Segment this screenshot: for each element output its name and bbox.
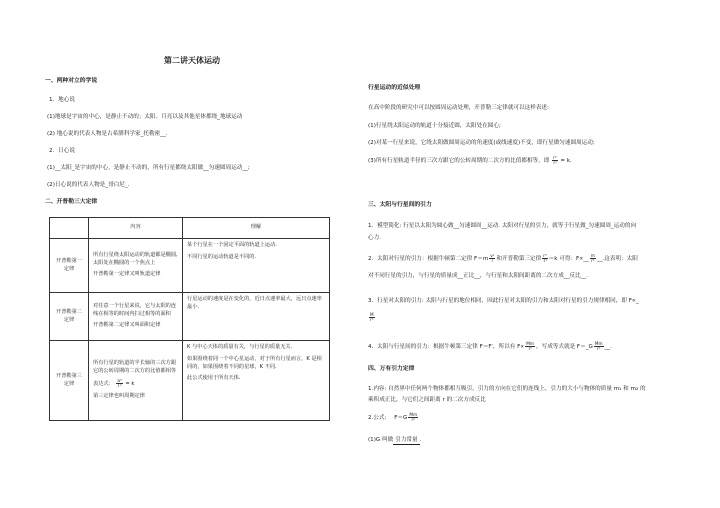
table-header-understand: 理解 [183, 218, 330, 239]
row-understanding [183, 341, 330, 421]
fraction-Mm-r2 [525, 342, 535, 351]
fraction-numerator: v² [490, 253, 495, 258]
text-planet-force-line1: 3．行星对太阳的引力: 太阳与行星的地位相同，因此行星对太阳的引力和太阳对行星的引力规律相同，即 F∝_ [368, 298, 639, 304]
fraction-numerator: Mm [409, 412, 418, 417]
text-g-constant-tail: . [419, 437, 422, 443]
fraction-numerator: M [370, 312, 374, 317]
fraction-denominator: r² [597, 346, 601, 352]
row-content-note: 开普勒第二定律又叫面积定律 [93, 321, 161, 328]
row-understanding-text: 如果围绕着同一个中心星运动，对于所有行星而言，K 是相同的，如果围绕着不同的星球，K 不同. [187, 355, 322, 370]
row-understanding-text: 某个行星在一个固定平面的轨道上运动. [187, 242, 277, 248]
text-law-formula [368, 413, 419, 422]
section-heading-approximation: 行星运动的近似处理 [368, 85, 421, 91]
text-law-content-line1: 1.内容: 自然界中任何两个物体都相互吸引，引力的方向在它们的连线上，引力的大小与物体的质量 m₁ 和 m₂ 的 [368, 386, 646, 392]
text-g-constant [368, 437, 421, 445]
table-header-content: 内容 [89, 218, 183, 239]
text-approx-2: (2)对某一行星来说，它绕太阳做圆周运动的角速度(或线速度)不变，即行星做匀速圆周运动; [368, 140, 595, 146]
text-approx-1: (1)行星绕太阳运动的轨道十分接近圆，太阳处在圆心; [368, 123, 501, 129]
row-content-note: 第三定律也叫周期定律 [93, 392, 145, 399]
section-heading-sun-planet-force: 三、太阳与行星间的引力 [368, 202, 432, 208]
fraction-m-r2 [590, 254, 596, 263]
row-content [89, 239, 183, 293]
text-sun-force-a: 2．太阳对行星的引力：根据牛顿第二定律 F＝m [368, 256, 489, 263]
text-heliocentric-2: (2)日心说的代表人物是_哥白尼_. [47, 182, 130, 188]
kepler-table [49, 217, 330, 421]
text-mutual-force [368, 342, 612, 351]
text-geocentric-1: (1)地球是宇宙的中心，是静止不动的；太阳、月亮以及其他星体都绕_地球运动 [47, 114, 243, 120]
fraction-numerator: r³ [553, 155, 557, 160]
fraction-denominator: T² [542, 258, 548, 264]
row-understanding-text: K 与中心天体的质量有关，与行星的质量无关. [187, 344, 293, 350]
formula-rhs: = k [125, 381, 135, 388]
fraction-numerator: r³ [543, 253, 547, 258]
text-law-formula-label: 2.公式: [368, 415, 387, 422]
row-content [89, 293, 183, 341]
fraction-denominator: r [491, 258, 494, 264]
row-content [89, 341, 183, 421]
fraction-G-Mm-r2 [594, 342, 604, 351]
text-heliocentric-1: (1)__太阳_是宇宙的中心，是静止不动的，所有行星都绕太阳做__匀速圆周运动__; [47, 165, 250, 171]
text-sun-force-line1 [368, 254, 638, 263]
fraction-v2-r [489, 254, 495, 263]
fraction-law-Mm-r2 [408, 413, 418, 422]
text-approx-3-tail: = k. [560, 158, 572, 165]
fraction-denominator: r² [591, 258, 595, 264]
row-understanding [183, 293, 330, 341]
row-name: 开普勒第二定律 [50, 293, 89, 341]
formula-label: 表达式： [93, 381, 114, 388]
table-row [50, 239, 330, 293]
section-heading-gravitation-law: 四、万有引力定律 [368, 366, 415, 372]
fraction-denominator: T² [552, 160, 557, 166]
row-understanding-text: 不同行星的运动轨道是不同的. [187, 253, 257, 260]
fraction-M-r2 [369, 313, 375, 322]
text-heliocentric-title: 2．日心说 [49, 148, 75, 154]
fraction-r3-t2 [542, 254, 547, 263]
text-mutual-force-c: __. [604, 344, 612, 351]
section-heading-kepler: 二、开普勒三大定律 [45, 199, 98, 205]
text-sun-force-d: __.这表明：太阳 [596, 256, 638, 263]
text-model-line1: 1．模型简化: 行星以太阳为圆心做__匀速圆周__运动. 太阳对行星的引力，就等于行星做_匀速圆周_运动的向 [368, 223, 637, 229]
row-understanding [183, 239, 330, 293]
approx-fraction [552, 156, 557, 165]
text-mutual-force-a: 4．太阳与行星间的引力：根据牛顿第三定律 F＝F′，所以有 F∝ [368, 344, 525, 351]
row-understanding-text: 此公式使用于所有天体. [187, 375, 241, 382]
row-name: 开普勒第三定律 [50, 341, 89, 421]
page-title: 第二讲天体运动 [164, 56, 220, 65]
answer-gravitational-constant: 引力常量 [395, 437, 418, 443]
formula-numerator: a³ [117, 377, 122, 383]
text-mutual-force-b: ，写成等式就是 F＝_G [536, 344, 593, 351]
table-row [50, 293, 330, 341]
text-planet-force-fraction [368, 313, 376, 322]
row-content-text: 所有行星绕太阳运动的轨道都是椭圆,太阳处在椭圆的一个焦点上 [93, 251, 178, 266]
table-header-row [50, 218, 330, 239]
fraction-numerator: Mm [526, 341, 534, 346]
kepler-third-formula [93, 379, 178, 389]
table-header-blank [50, 218, 89, 239]
fraction-numerator: m [590, 253, 595, 258]
text-approx-intro: 在高中阶段的研究中可以按圆周运动处理，开普勒三定律就可以这样表述: [368, 105, 549, 111]
row-content-note: 开普勒第一定律又叫轨道定律 [93, 271, 161, 278]
row-understanding-text: 行星运动的速度是在变化的，近日点速率最大，远日点速率最小. [187, 296, 322, 310]
text-law-formula-lhs: F＝G [394, 415, 408, 422]
text-model-line2: 心力. [368, 235, 381, 241]
formula-denominator: T² [117, 383, 122, 389]
text-sun-force-b: 和开普勒第三定律 [496, 256, 542, 263]
formula-fraction [116, 379, 122, 388]
fraction-denominator: r² [528, 346, 532, 352]
text-sun-force-line2: 对不同行星的引力，与行星的质量成__正比__，与行星和太阳间距离的二次方成__反比__. [368, 273, 588, 279]
row-name: 开普勒第一定律 [50, 239, 89, 293]
text-sun-force-c: ＝k 可得：F∝__ [548, 256, 589, 263]
table-row [50, 341, 330, 421]
text-g-constant-lead: (1)G 叫做 [368, 437, 394, 443]
row-content-text: 对任意一个行星来说，它与太阳的连线在相等的时间内扫过相等的面积 [93, 303, 177, 318]
text-law-content-line2: 乘积成正比，与它们之间距离 r 的二次方成反比 [368, 397, 486, 403]
fraction-denominator: r² [411, 417, 415, 423]
text-approx-3 [368, 156, 572, 165]
fraction-denominator: r² [370, 317, 374, 323]
fraction-numerator: Mm [594, 341, 603, 346]
row-content-text: 所有行星的轨道的半长轴的三次方跟它的公转周期的二次方的比值都相等 [93, 360, 177, 375]
text-approx-3-lead: (3)所有行星轨道半径的三次方跟它的公转周期的二次方的比值都相等，即 [368, 158, 550, 165]
text-geocentric-2: (2) 地心说的代表人物是古希腊科学家_托勒密__. [47, 131, 168, 137]
text-geocentric-title: 1．地心说 [49, 97, 75, 103]
section-heading-two-theories: 一、两种对立的学说 [45, 78, 98, 84]
